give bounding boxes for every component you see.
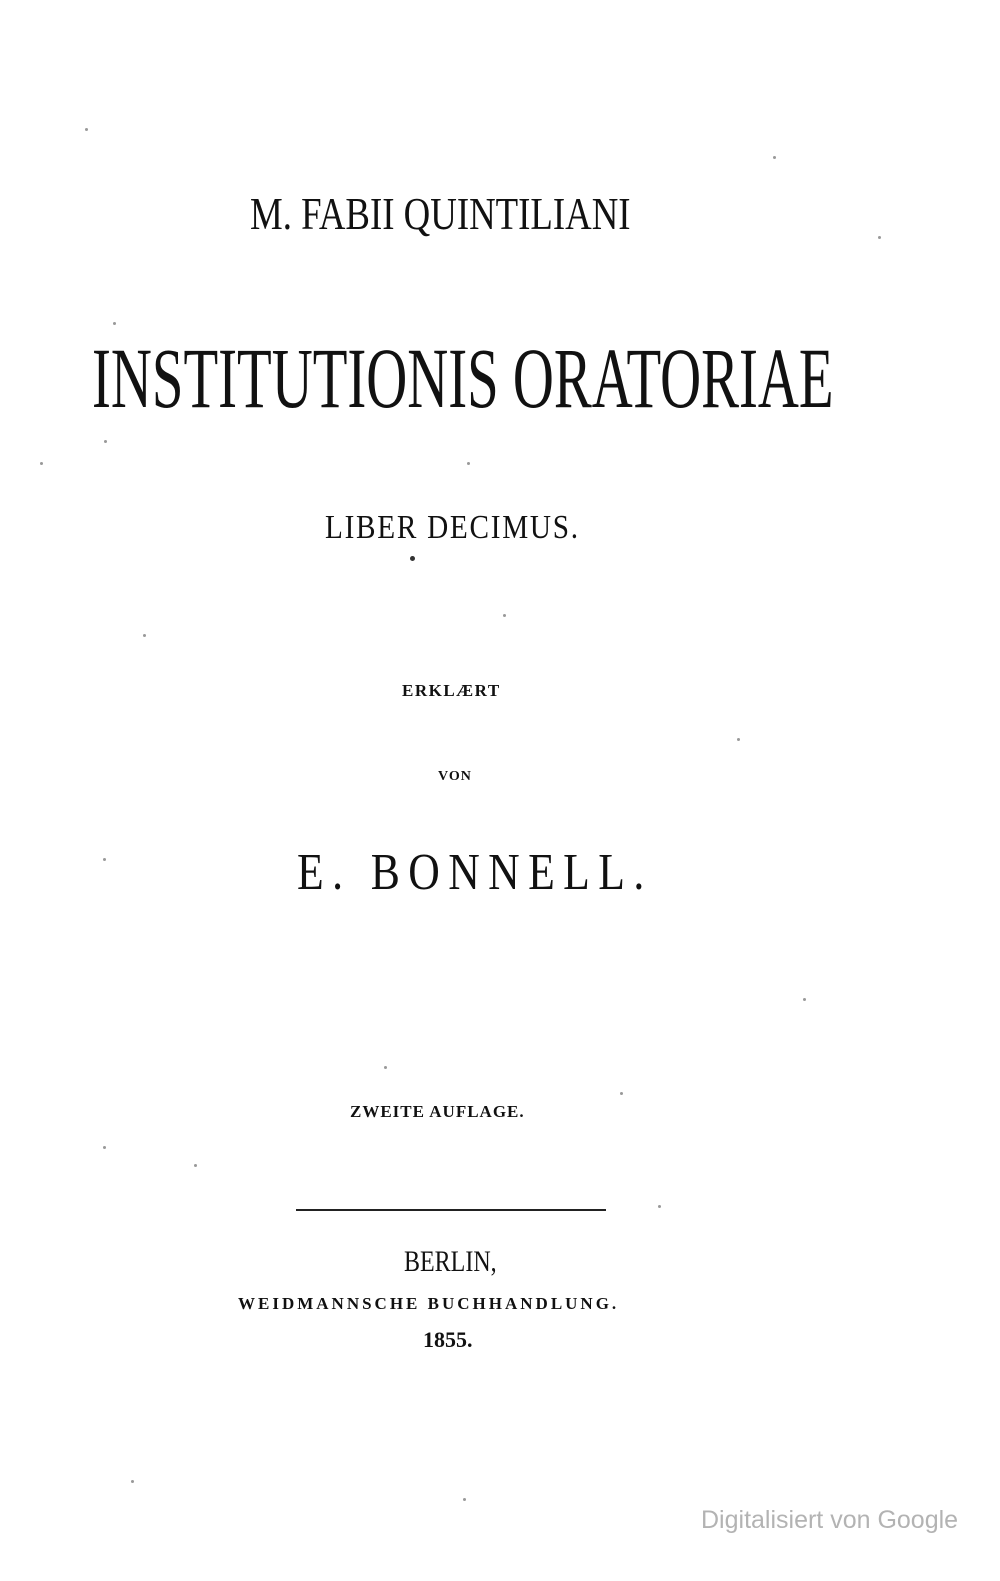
scan-speck (113, 322, 116, 325)
scan-speck (194, 1164, 197, 1167)
scan-speck (737, 738, 740, 741)
imprint-publisher: WEIDMANNSCHE BUCHHANDLUNG. (238, 1294, 620, 1313)
scan-speck (103, 858, 106, 861)
by-label: VON (438, 769, 472, 784)
scan-speck (384, 1066, 387, 1069)
scan-speck (803, 998, 806, 1001)
book-title: INSTITUTIONIS ORATORIAE (92, 330, 834, 426)
scan-speck (773, 156, 776, 159)
scan-speck (40, 462, 43, 465)
scan-speck (85, 128, 88, 131)
imprint-city: BERLIN, (404, 1245, 497, 1278)
imprint-divider (296, 1209, 606, 1211)
scan-speck (467, 462, 470, 465)
editor-name: E. BONNELL. (297, 844, 653, 901)
scan-speck (503, 614, 506, 617)
explained-label: ERKLÆRT (402, 681, 501, 700)
scan-speck (410, 556, 415, 561)
edition-label: ZWEITE AUFLAGE. (350, 1102, 525, 1121)
imprint-year: 1855. (423, 1327, 473, 1352)
digitization-watermark: Digitalisiert von Google (701, 1506, 959, 1534)
scan-speck (878, 236, 881, 239)
scan-speck (131, 1480, 134, 1483)
scan-speck (103, 1146, 106, 1149)
book-volume: LIBER DECIMUS. (325, 509, 580, 546)
author-name: M. FABII QUINTILIANI (250, 188, 631, 239)
scan-speck (143, 634, 146, 637)
scan-speck (658, 1205, 661, 1208)
scan-speck (620, 1092, 623, 1095)
scan-speck (104, 440, 107, 443)
scan-speck (463, 1498, 466, 1501)
